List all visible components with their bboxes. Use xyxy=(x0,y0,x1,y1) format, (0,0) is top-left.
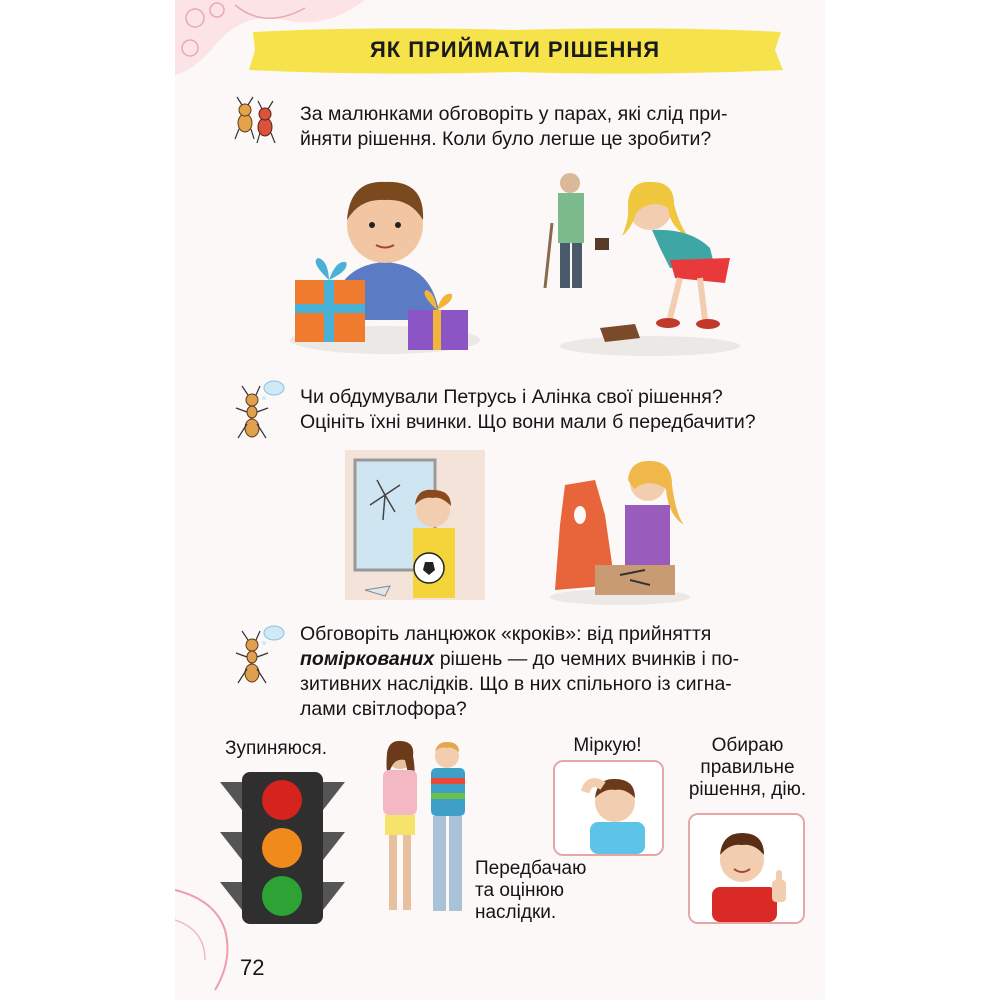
girl-finds-wallet-illustration xyxy=(540,168,740,358)
two-children-photo xyxy=(365,738,480,923)
boy-with-gifts-illustration xyxy=(290,170,480,355)
caption-choose-line-2: правильне xyxy=(700,757,795,778)
page-title: ЯК ПРИЙМАТИ РІШЕННЯ xyxy=(369,37,661,62)
thinking-ant-icon xyxy=(230,625,286,687)
task-3-line-4: лами світлофора? xyxy=(300,698,467,720)
task-1-line-1: За малюнками обговоріть у парах, які слід при- xyxy=(300,103,728,125)
girl-cut-dress-illustration xyxy=(550,455,690,605)
page-number: 72 xyxy=(240,955,265,980)
two-ants-icon xyxy=(227,95,283,147)
textbook-page xyxy=(175,0,825,1000)
boy-broken-window-illustration xyxy=(345,450,485,605)
red-light xyxy=(262,780,302,820)
thinking-boy-photo xyxy=(553,760,664,856)
task-3-line-1: Обговоріть ланцюжок «кроків»: від прийняття xyxy=(300,623,712,645)
amber-light xyxy=(262,828,302,868)
title-banner xyxy=(245,24,785,76)
task-2-line-1: Чи обдумували Петрусь і Алінка свої рішення? xyxy=(300,386,723,408)
caption-choose-line-1: Обираю xyxy=(711,735,784,756)
caption-stop: Зупиняюся. xyxy=(225,738,327,759)
caption-think: Міркую! xyxy=(573,735,642,756)
caption-choose-line-3: рішення, дію. xyxy=(688,779,807,800)
caption-foresee-line-3: наслідки. xyxy=(475,902,557,923)
caption-foresee-line-2: та оцінюю xyxy=(475,880,564,901)
task-3-line-2-rest: рішень — до чемних вчинків і по- xyxy=(434,648,740,670)
task-2-line-2: Оцініть їхні вчинки. Що вони мали б передбачити? xyxy=(300,411,756,433)
floral-bottom-decoration xyxy=(175,880,315,1000)
task-3-line-3: зитивних наслідків. Що в них спільного із сигна- xyxy=(300,673,732,695)
caption-foresee-line-1: Передбачаю xyxy=(475,858,587,879)
task-2-text xyxy=(300,385,820,435)
task-1-line-2: йняти рішення. Коли було легше це зробити? xyxy=(300,128,712,150)
task-3-line-2 xyxy=(300,647,820,672)
caption-foresee xyxy=(475,858,615,924)
task-3-text xyxy=(300,622,820,722)
thinking-ant-icon xyxy=(230,380,286,442)
task-1-text xyxy=(300,102,820,152)
emphasized-word: поміркованих xyxy=(300,648,435,670)
caption-choose xyxy=(675,735,820,801)
thumbs-up-boy-photo xyxy=(688,813,805,924)
